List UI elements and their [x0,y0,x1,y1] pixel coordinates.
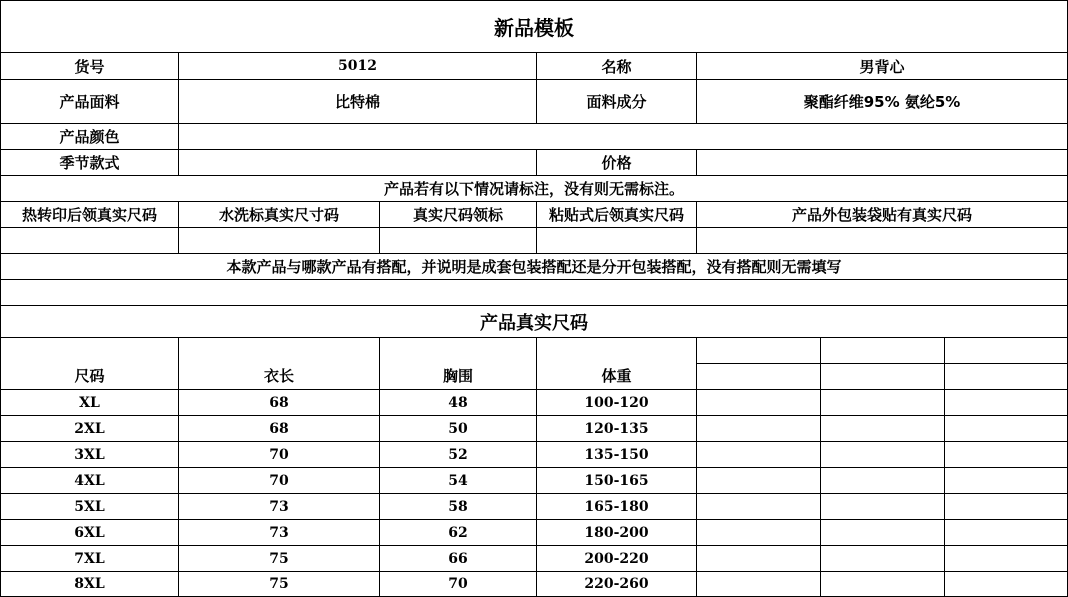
label-header-package: 产品外包装袋贴有真实尺码 [697,202,1067,228]
label-value-package[interactable] [697,228,1067,254]
size-cell-extra[interactable] [697,572,821,596]
size-cell-weight: 120-135 [537,416,697,442]
size-header-length: 衣长 [179,338,380,390]
price-value[interactable] [697,150,1067,176]
name-value[interactable]: 男背心 [697,53,1067,80]
size-cell-extra[interactable] [821,494,945,520]
size-cell-extra[interactable] [945,390,1067,416]
size-cell-extra[interactable] [697,416,821,442]
label-value-neck-label[interactable] [380,228,537,254]
size-section-title: 产品真实尺码 [1,306,1067,338]
label-value-wash-label[interactable] [179,228,380,254]
size-cell-extra[interactable] [697,520,821,546]
size-cell-size: 5XL [1,494,179,520]
season-value[interactable] [179,150,537,176]
fabric-label: 产品面料 [1,80,179,124]
size-cell-chest: 66 [380,546,537,572]
size-cell-size: 8XL [1,572,179,596]
size-cell-size: 7XL [1,546,179,572]
size-cell-extra[interactable] [945,546,1067,572]
matching-note: 本款产品与哪款产品有搭配，并说明是成套包装搭配还是分开包装搭配，没有搭配则无需填写 [1,254,1067,280]
label-header-wash-label: 水洗标真实尺寸码 [179,202,380,228]
matching-value[interactable] [1,280,1067,306]
size-cell-weight: 165-180 [537,494,697,520]
season-label: 季节款式 [1,150,179,176]
label-value-heat-transfer[interactable] [1,228,179,254]
size-cell-chest: 54 [380,468,537,494]
size-cell-chest: 50 [380,416,537,442]
size-cell-length: 75 [179,572,380,596]
sheet-title: 新品模板 [1,1,1067,53]
size-header-extra-2[interactable] [821,338,945,364]
size-header-extra-5[interactable] [821,364,945,390]
size-cell-extra[interactable] [697,442,821,468]
label-header-neck-label: 真实尺码领标 [380,202,537,228]
size-cell-extra[interactable] [821,468,945,494]
size-cell-chest: 58 [380,494,537,520]
size-cell-extra[interactable] [697,390,821,416]
size-cell-extra[interactable] [821,572,945,596]
item-no-value[interactable]: 5012 [179,53,537,80]
color-label: 产品颜色 [1,124,179,150]
name-label: 名称 [537,53,697,80]
label-value-sticker[interactable] [537,228,697,254]
item-no-label: 货号 [1,53,179,80]
fabric-value[interactable]: 比特棉 [179,80,537,124]
size-cell-extra[interactable] [697,546,821,572]
size-cell-chest: 48 [380,390,537,416]
color-value[interactable] [179,124,1067,150]
size-cell-size: 4XL [1,468,179,494]
size-cell-extra[interactable] [945,468,1067,494]
size-cell-weight: 180-200 [537,520,697,546]
label-notice: 产品若有以下情况请标注，没有则无需标注。 [1,176,1067,202]
size-cell-length: 70 [179,468,380,494]
size-cell-extra[interactable] [945,494,1067,520]
size-cell-length: 73 [179,494,380,520]
size-cell-extra[interactable] [821,520,945,546]
size-cell-extra[interactable] [945,442,1067,468]
size-cell-size: XL [1,390,179,416]
composition-label: 面料成分 [537,80,697,124]
size-cell-length: 70 [179,442,380,468]
size-cell-weight: 200-220 [537,546,697,572]
size-cell-size: 6XL [1,520,179,546]
label-header-sticker: 粘贴式后领真实尺码 [537,202,697,228]
size-cell-extra[interactable] [821,390,945,416]
size-cell-chest: 62 [380,520,537,546]
size-cell-size: 3XL [1,442,179,468]
size-cell-weight: 220-260 [537,572,697,596]
size-cell-extra[interactable] [821,442,945,468]
size-header-extra-1[interactable] [697,338,821,364]
size-header-size: 尺码 [1,338,179,390]
size-cell-chest: 52 [380,442,537,468]
size-cell-extra[interactable] [821,546,945,572]
size-cell-weight: 100-120 [537,390,697,416]
size-cell-chest: 70 [380,572,537,596]
size-cell-extra[interactable] [945,572,1067,596]
price-label: 价格 [537,150,697,176]
size-cell-length: 73 [179,520,380,546]
size-cell-length: 68 [179,390,380,416]
label-header-heat-transfer: 热转印后领真实尺码 [1,202,179,228]
composition-value[interactable]: 聚酯纤维95% 氨纶5% [697,80,1067,124]
size-cell-extra[interactable] [697,468,821,494]
size-header-extra-3[interactable] [945,338,1067,364]
size-cell-length: 75 [179,546,380,572]
size-cell-weight: 150-165 [537,468,697,494]
size-cell-extra[interactable] [697,494,821,520]
size-header-weight: 体重 [537,338,697,390]
size-header-chest: 胸围 [380,338,537,390]
size-cell-extra[interactable] [945,520,1067,546]
size-cell-size: 2XL [1,416,179,442]
size-cell-weight: 135-150 [537,442,697,468]
size-cell-extra[interactable] [945,416,1067,442]
size-header-extra-6[interactable] [945,364,1067,390]
size-cell-length: 68 [179,416,380,442]
size-cell-extra[interactable] [821,416,945,442]
size-header-extra-4[interactable] [697,364,821,390]
